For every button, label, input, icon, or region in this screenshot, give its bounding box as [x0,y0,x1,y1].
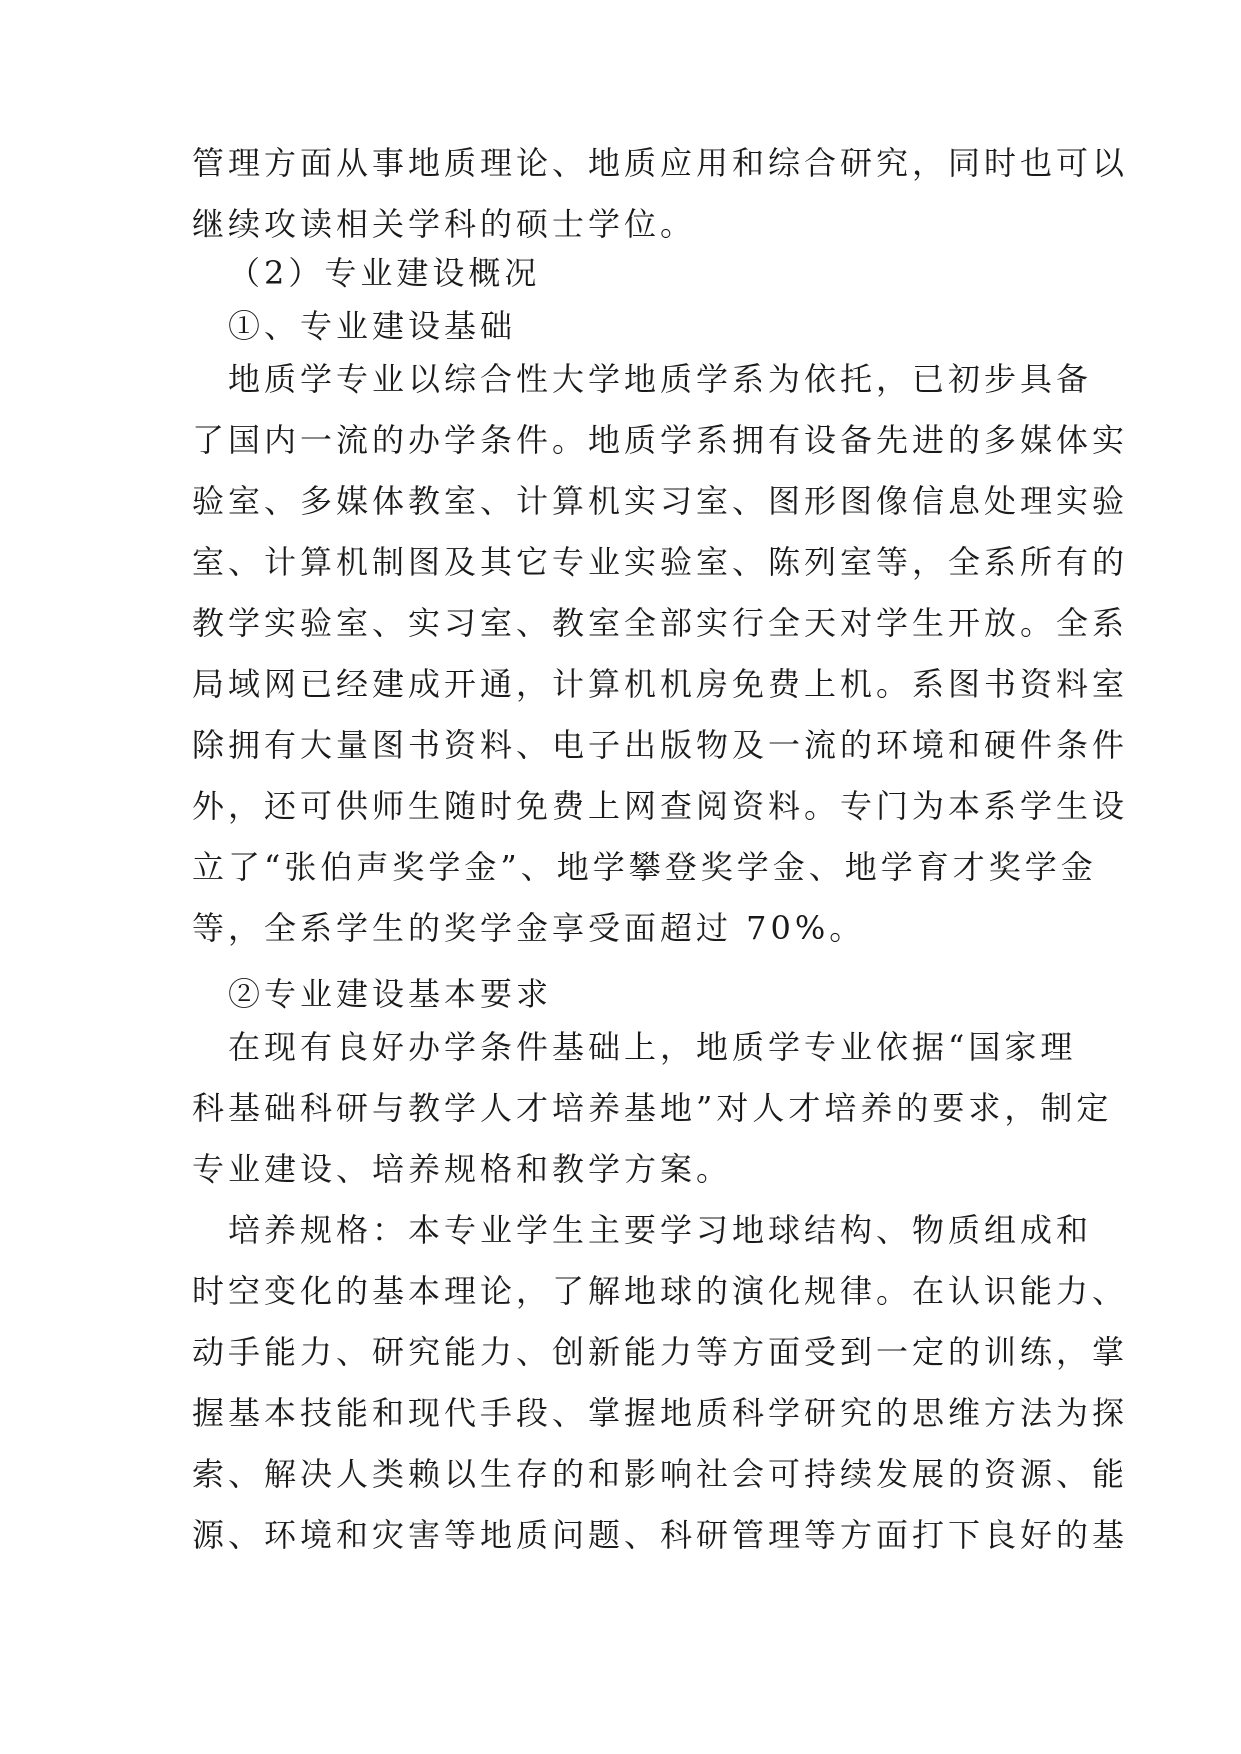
paragraph-line: 在现有良好办学条件基础上，地质学专业依据“国家理 [228,1028,1077,1066]
sub2-paragraph [192,1017,1113,1200]
sub1-heading [228,296,1088,357]
paragraph-line: 验室、多媒体教室、计算机实习室、图形图像信息处理实验 [192,482,1129,520]
sub2-heading-text: ②专业建设基本要求 [228,975,553,1013]
paragraph-line: 等，全系学生的奖学金享受面超过 70%。 [192,909,866,947]
paragraph-line: 科基础科研与教学人才培养基地”对人才培养的要求，制定 [192,1089,1113,1127]
paragraph-line: 动手能力、研究能力、创新能力等方面受到一定的训练，掌 [192,1333,1129,1371]
paragraph-line: 握基本技能和现代手段、掌握地质科学研究的思维方法为探 [192,1394,1129,1432]
paragraph-line: 专业建设、培养规格和教学方案。 [192,1150,733,1188]
paragraph-line: 教学实验室、实习室、教室全部实行全天对学生开放。全系 [192,604,1129,642]
paragraph-line: 源、环境和灾害等地质问题、科研管理等方面打下良好的基 [192,1516,1129,1554]
paragraph-line: 除拥有大量图书资料、电子出版物及一流的环境和硬件条件 [192,726,1129,764]
paragraph-line: 时空变化的基本理论，了解地球的演化规律。在认识能力、 [192,1272,1129,1310]
paragraph-line: 地质学专业以综合性大学地质学系为依托，已初步具备 [228,360,1093,398]
paragraph-line: 了国内一流的办学条件。地质学系拥有设备先进的多媒体实 [192,421,1129,459]
section-heading [228,243,1088,304]
sub2-heading [228,964,1088,1025]
paragraph-line: 室、计算机制图及其它专业实验室、陈列室等，全系所有的 [192,543,1129,581]
intro-paragraph [192,133,1129,255]
paragraph-line: 局域网已经建成开通，计算机机房免费上机。系图书资料室 [192,665,1129,703]
paragraph-line: 管理方面从事地质理论、地质应用和综合研究，同时也可以 [192,144,1129,182]
paragraph-line: 继续攻读相关学科的硕士学位。 [192,205,697,243]
sub1-heading-text: ①、专业建设基础 [228,307,517,345]
specification-paragraph [192,1200,1129,1566]
paragraph-line: 索、解决人类赖以生存的和影响社会可持续发展的资源、能 [192,1455,1129,1493]
paragraph-line: 外，还可供师生随时免费上网查阅资料。专门为本系学生设 [192,787,1129,825]
sub1-paragraph [192,349,1129,959]
section-heading-text: （2）专业建设概况 [228,254,541,292]
paragraph-line: 培养规格：本专业学生主要学习地球结构、物质组成和 [228,1211,1093,1249]
paragraph-line: 立了“张伯声奖学金”、地学攀登奖学金、地学育才奖学金 [192,848,1097,886]
